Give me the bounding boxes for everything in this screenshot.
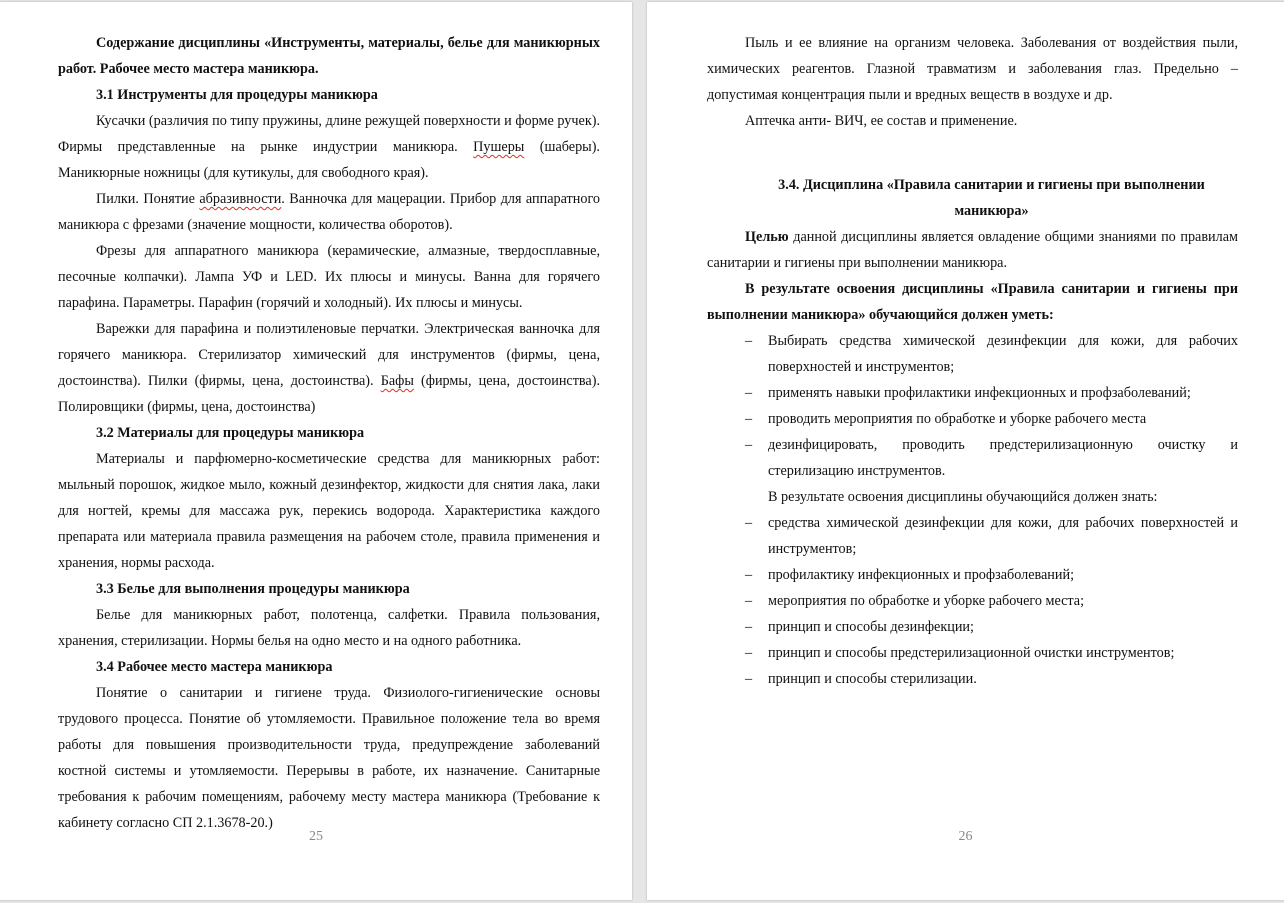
page-body	[707, 30, 1238, 692]
list-item: – профилактику инфекционных и профзаболеваний;	[707, 562, 1238, 588]
dash-bullet: –	[745, 593, 753, 609]
list-item: – средства химической дезинфекции для кожи, для рабочих поверхностей и инструментов;	[707, 510, 1238, 562]
page-number: 25	[309, 829, 323, 844]
dash-bullet: –	[745, 567, 753, 583]
list-item: – применять навыки профилактики инфекционных и профзаболеваний;	[707, 380, 1238, 406]
list-item: – принцип и способы дезинфекции;	[707, 614, 1238, 640]
dash-bullet: –	[745, 671, 753, 687]
skills-list	[707, 328, 1238, 484]
list-item: – проводить мероприятия по обработке и уборке рабочего места	[707, 406, 1238, 432]
section-heading: 3.4. Дисциплина «Правила санитарии и гигиены при выполнении маникюра»	[778, 177, 1205, 219]
dash-bullet: –	[745, 619, 753, 635]
page-body	[58, 30, 600, 836]
list-item: – дезинфицировать, проводить предстерилизационную очистку и стерилизацию инструментов.	[707, 432, 1238, 484]
paragraph: Кусачки (различия по типу пружины, длине режущей поверхности и форме ручек). Фирмы представленные на рынке индустрии маникюра. Пушеры (шаберы). Маникюрные ножницы (для кутикулы, для свободного края).	[58, 113, 600, 181]
spellcheck-word[interactable]: абразивности	[199, 191, 282, 207]
document-page-left	[0, 2, 632, 900]
blank-line	[707, 134, 1238, 172]
dash-bullet: –	[745, 411, 753, 427]
list-item: – Выбирать средства химической дезинфекции для кожи, для рабочих поверхностей и инструментов;	[707, 328, 1238, 380]
paragraph: Понятие о санитарии и гигиене труда. Физиолого-гигиенические основы трудового процесса. Понятие об утомляемости. Правильное положение тела во время работы для повышения производительности труда, предупреждение заболеваний костной системы и утомляемости. Перерывы в работе, их назначение. Санитарные требования к рабочим помещениям, рабочему месту мастера маникюра (Требование к кабинету согласно СП 2.1.3678-20.)	[58, 685, 600, 831]
dash-bullet: –	[745, 515, 753, 531]
section-heading: Содержание дисциплины «Инструменты, материалы, белье для маникюрных работ. Рабочее место мастера маникюра.	[58, 35, 600, 77]
paragraph: Пыль и ее влияние на организм человека. Заболевания от воздействия пыли, химических реагентов. Глазной травматизм и заболевания глаз. Предельно – допустимая концентрация пыли и вредных веществ в воздухе и др.	[707, 35, 1238, 103]
dash-bullet: –	[745, 645, 753, 661]
subsection-title: 3.2 Материалы для процедуры маникюра	[96, 425, 365, 441]
list-item: – принцип и способы стерилизации.	[707, 666, 1238, 692]
paragraph: Материалы и парфюмерно-косметические средства для маникюрных работ: мыльный порошок, жидкое мыло, кожный дезинфектор, жидкости для снятия лака, лаки для ногтей, кремы для массажа рук, перекись водорода. Характеристика каждого препарата или материала правила размещения на рабочем столе, правила применения и хранения, нормы расхода.	[58, 451, 600, 571]
paragraph: Целью данной дисциплины является овладение общими знаниями по правилам санитарии и гигиены при выполнении маникюра.	[707, 229, 1238, 271]
list-item: – принцип и способы предстерилизационной очистки инструментов;	[707, 640, 1238, 666]
list-item: – мероприятия по обработке и уборке рабочего места;	[707, 588, 1238, 614]
subsection-title: 3.1 Инструменты для процедуры маникюра	[96, 87, 378, 103]
dash-bullet: –	[745, 437, 753, 453]
knowledge-list	[707, 510, 1238, 692]
subsection-title: 3.4 Рабочее место мастера маникюра	[96, 659, 333, 675]
skills-intro: В результате освоения дисциплины «Правила санитарии и гигиены при выполнении маникюра» обучающийся должен уметь:	[707, 281, 1238, 323]
document-page-right	[647, 2, 1284, 900]
spellcheck-word[interactable]: Бафы	[380, 373, 414, 389]
paragraph: Белье для маникюрных работ, полотенца, салфетки. Правила пользования, хранения, стерилизации. Нормы белья на одно место и на одного работника.	[58, 607, 600, 649]
paragraph: Варежки для парафина и полиэтиленовые перчатки. Электрическая ванночка для горячего маникюра. Стерилизатор химический для инструментов (фирмы, цена, достоинства). Пилки (фирмы, цена, достоинства). Бафы (фирмы, цена, достоинства). Полировщики (фирмы, цена, достоинства)	[58, 321, 600, 415]
paragraph: Аптечка анти- ВИЧ, ее состав и применение.	[745, 113, 1018, 129]
dash-bullet: –	[745, 385, 753, 401]
paragraph: Пилки. Понятие абразивности. Ванночка для мацерации. Прибор для аппаратного маникюра с фрезами (значение мощности, количества оборотов).	[58, 191, 600, 233]
paragraph: Фрезы для аппаратного маникюра (керамические, алмазные, твердосплавные, песочные колпачки). Лампа УФ и LED. Их плюсы и минусы. Ванна для горячего парафина. Параметры. Парафин (горячий и холодный). Их плюсы и минусы.	[58, 243, 600, 311]
knowledge-intro: В результате освоения дисциплины обучающийся должен знать:	[768, 489, 1158, 505]
dash-bullet: –	[745, 333, 753, 349]
page-number: 26	[958, 829, 973, 844]
spellcheck-word[interactable]: Пушеры	[473, 139, 525, 155]
subsection-title: 3.3 Белье для выполнения процедуры маникюра	[96, 581, 410, 597]
